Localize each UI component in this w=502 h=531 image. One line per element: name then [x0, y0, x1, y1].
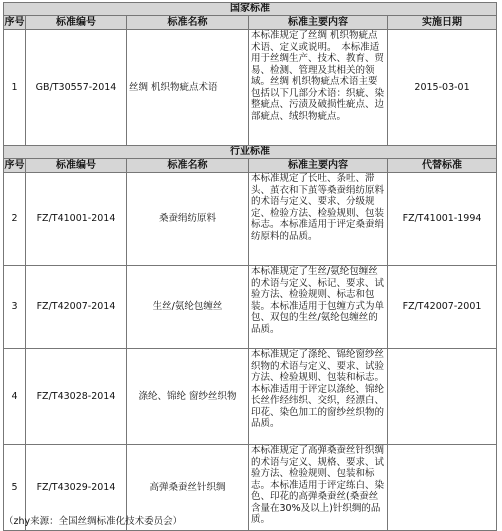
row-name: 生丝/氨纶包缠丝: [127, 266, 249, 349]
table-row: [4, 173, 497, 266]
row-no: 4: [4, 349, 26, 445]
row-no: 3: [4, 266, 26, 349]
row-name: 高弹桑蚕丝针织绸: [127, 445, 249, 531]
row-no: 2: [4, 173, 26, 266]
row-content: 本标准规定了涤纶、锦纶窗纱丝织物的术语与定义、要求、试验方法、检验规则、包装和标志。本标准适用于评定以涤纶、锦纶长丝作经纬织、交织，经漂白、印花、染色加工的窗纱丝织物的品质。: [249, 349, 388, 445]
source-note: （zhy来源：全国丝绸标准化技术委员会）: [4, 516, 183, 527]
row-content: 本标准规定了丝绸 机织物疵点术语、定义或说明。 本标准适用于丝绸生产、技术、教育、贸易、检测、管理及其相关的领域。丝绸 机织物疵点术语主要包括以下几部分术语：织疵、染整疵点、污渍及破损性疵点、边部疵点、绒织物疵点。: [249, 30, 388, 146]
table-row: [4, 266, 497, 349]
header-code: 标准编号: [26, 16, 127, 30]
national-section-row: [4, 3, 497, 16]
row-name: 涤纶、锦纶 窗纱丝织物: [127, 349, 249, 445]
row-name: 桑蚕绢纺原料: [127, 173, 249, 266]
industry-section-row: [4, 146, 497, 159]
row-content: 本标准规定了长吐、条吐、滞头、茧衣和下茧等桑蚕绢纺原料的术语与定义、要求、分级规定、检验方法、检验规则、包装标志。本标准适用于评定桑蚕绢纺原料的品质。: [249, 173, 388, 266]
header-code: 标准编号: [26, 159, 127, 173]
national-header-row: [4, 16, 497, 30]
row-date: 2015-03-01: [388, 30, 497, 146]
header-no: 序号: [4, 159, 25, 171]
row-replaced: [388, 445, 497, 531]
row-code: FZ/T43029-2014: [26, 445, 127, 531]
row-code: FZ/T42007-2014: [26, 266, 127, 349]
header-name: 标准名称: [127, 16, 249, 30]
header-content: 标准主要内容: [249, 16, 388, 30]
header-date: 实施日期: [388, 16, 497, 30]
row-content: 本标准规定了高弹桑蚕丝针织绸的术语与定义、规格、要求、试验方法、检验规则、包装和标志。本标准适用于评定练白、染色、印花的高弹桑蚕丝(桑蚕丝含量在30%及以上)针织绸的品质。: [249, 445, 388, 531]
table-row: [4, 349, 497, 445]
row-code: FZ/T41001-2014: [26, 173, 127, 266]
table-row: [4, 30, 497, 146]
row-no: 5: [4, 445, 26, 531]
industry-header-row: [4, 159, 497, 173]
row-replaced: FZ/T42007-2001: [388, 266, 497, 349]
industry-section-title: 行业标准: [4, 146, 497, 159]
header-no: 序号: [4, 16, 25, 28]
row-replaced: FZ/T41001-1994: [388, 173, 497, 266]
header-name: 标准名称: [127, 159, 249, 173]
row-code: GB/T30557-2014: [26, 30, 127, 146]
national-section-title: 国家标准: [4, 3, 497, 16]
row-replaced: [388, 349, 497, 445]
row-no: 1: [4, 30, 26, 146]
row-content: 本标准规定了生丝/氨纶包缠丝的术语与定义、标记、要求、试验方法、检验规则、标志和包装。本标准适用于包缠方式为单包、双包的生丝/氨纶包缠丝的品质。: [249, 266, 388, 349]
header-replaced: 代替标准: [388, 159, 497, 173]
row-code: FZ/T43028-2014: [26, 349, 127, 445]
row-name: 丝绸 机织物疵点术语: [127, 30, 249, 146]
header-content: 标准主要内容: [249, 159, 388, 173]
standards-table: [3, 2, 497, 531]
